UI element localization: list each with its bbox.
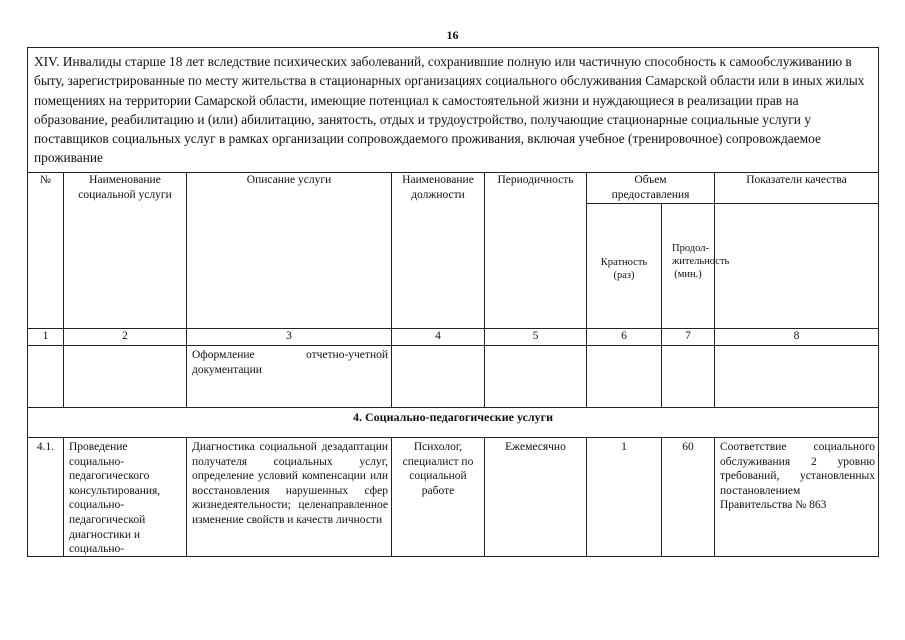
col-number-3: 3	[186, 328, 392, 346]
cont-row-name	[63, 345, 187, 408]
row-4-1-name: Проведение социально-педагогического консультирования, социально-педагогической диагностики и социально-	[63, 437, 187, 557]
col-number-4: 4	[391, 328, 485, 346]
col-header-volume: Объем предоставления	[586, 172, 715, 204]
col-number-6: 6	[586, 328, 662, 346]
services-table	[27, 47, 881, 557]
header-divider	[714, 203, 879, 204]
row-4-1-quality: Соответствие социального обслуживания 2 уровню требований, установленных постановлением Правительства № 863	[714, 437, 879, 557]
col-header-duration: Продол-жительность (мин.)	[661, 203, 715, 329]
col-number-7: 7	[661, 328, 715, 346]
cont-row-position	[391, 345, 485, 408]
category-header	[27, 47, 879, 173]
row-4-1-duration: 60	[661, 437, 715, 557]
row-4-1-description: Диагностика социальной дезадаптации получателя социальных услуг, определение условий компенсации или восстановления нарушенных сфер жизнедеятельности; целенаправленное изменение свойств и качеств личности	[186, 437, 392, 557]
cont-row-multiplicity	[586, 345, 662, 408]
col-header-name: Наименование социальной услуги	[63, 172, 187, 329]
col-number-1: 1	[27, 328, 64, 346]
cont-row-periodicity	[484, 345, 587, 408]
col-number-2: 2	[63, 328, 187, 346]
col-number-8: 8	[714, 328, 879, 346]
cont-row-description: Оформление отчетно-учетной документации	[186, 345, 392, 408]
page-number: 16	[446, 28, 459, 42]
cont-row-num	[27, 345, 64, 408]
col-header-periodicity: Периодичность	[484, 172, 587, 329]
col-header-description: Описание услуги	[186, 172, 392, 329]
col-header-multiplicity: Кратность (раз)	[586, 203, 662, 329]
col-header-num: №	[27, 172, 64, 329]
row-4-1-periodicity: Ежемесячно	[484, 437, 587, 557]
cont-row-quality	[714, 345, 879, 408]
col-header-position: Наименование должности	[391, 172, 485, 329]
row-4-1-num: 4.1.	[27, 437, 64, 557]
col-header-quality: Показатели качества	[714, 172, 879, 329]
cont-row-duration	[661, 345, 715, 408]
category-description: XIV. Инвалиды старше 18 лет вследствие психических заболеваний, сохранившие полную или частичную способность к самообслуживанию в быту, зарегистрированные по месту жительства в стационарных организациях социального обслуживания Самарской области или в иных жилых помещениях на территории Самарской области, имеющие потенциал к самостоятельной жизни и нуждающиеся в реализации прав на образование, реабилитацию и (или) абилитацию, занятость, отдых и трудоустройство, получающие стационарные социальные услуги у поставщиков социальных услуг в рамках организации сопровождаемого проживания, включая учебное (тренировочное) сопровождаемое проживание	[34, 54, 865, 166]
row-4-1-multiplicity: 1	[586, 437, 662, 557]
col-number-5: 5	[484, 328, 587, 346]
section-title: 4. Социально-педагогические услуги	[27, 407, 879, 438]
row-4-1-position: Психолог, специалист по социальной работе	[391, 437, 485, 557]
